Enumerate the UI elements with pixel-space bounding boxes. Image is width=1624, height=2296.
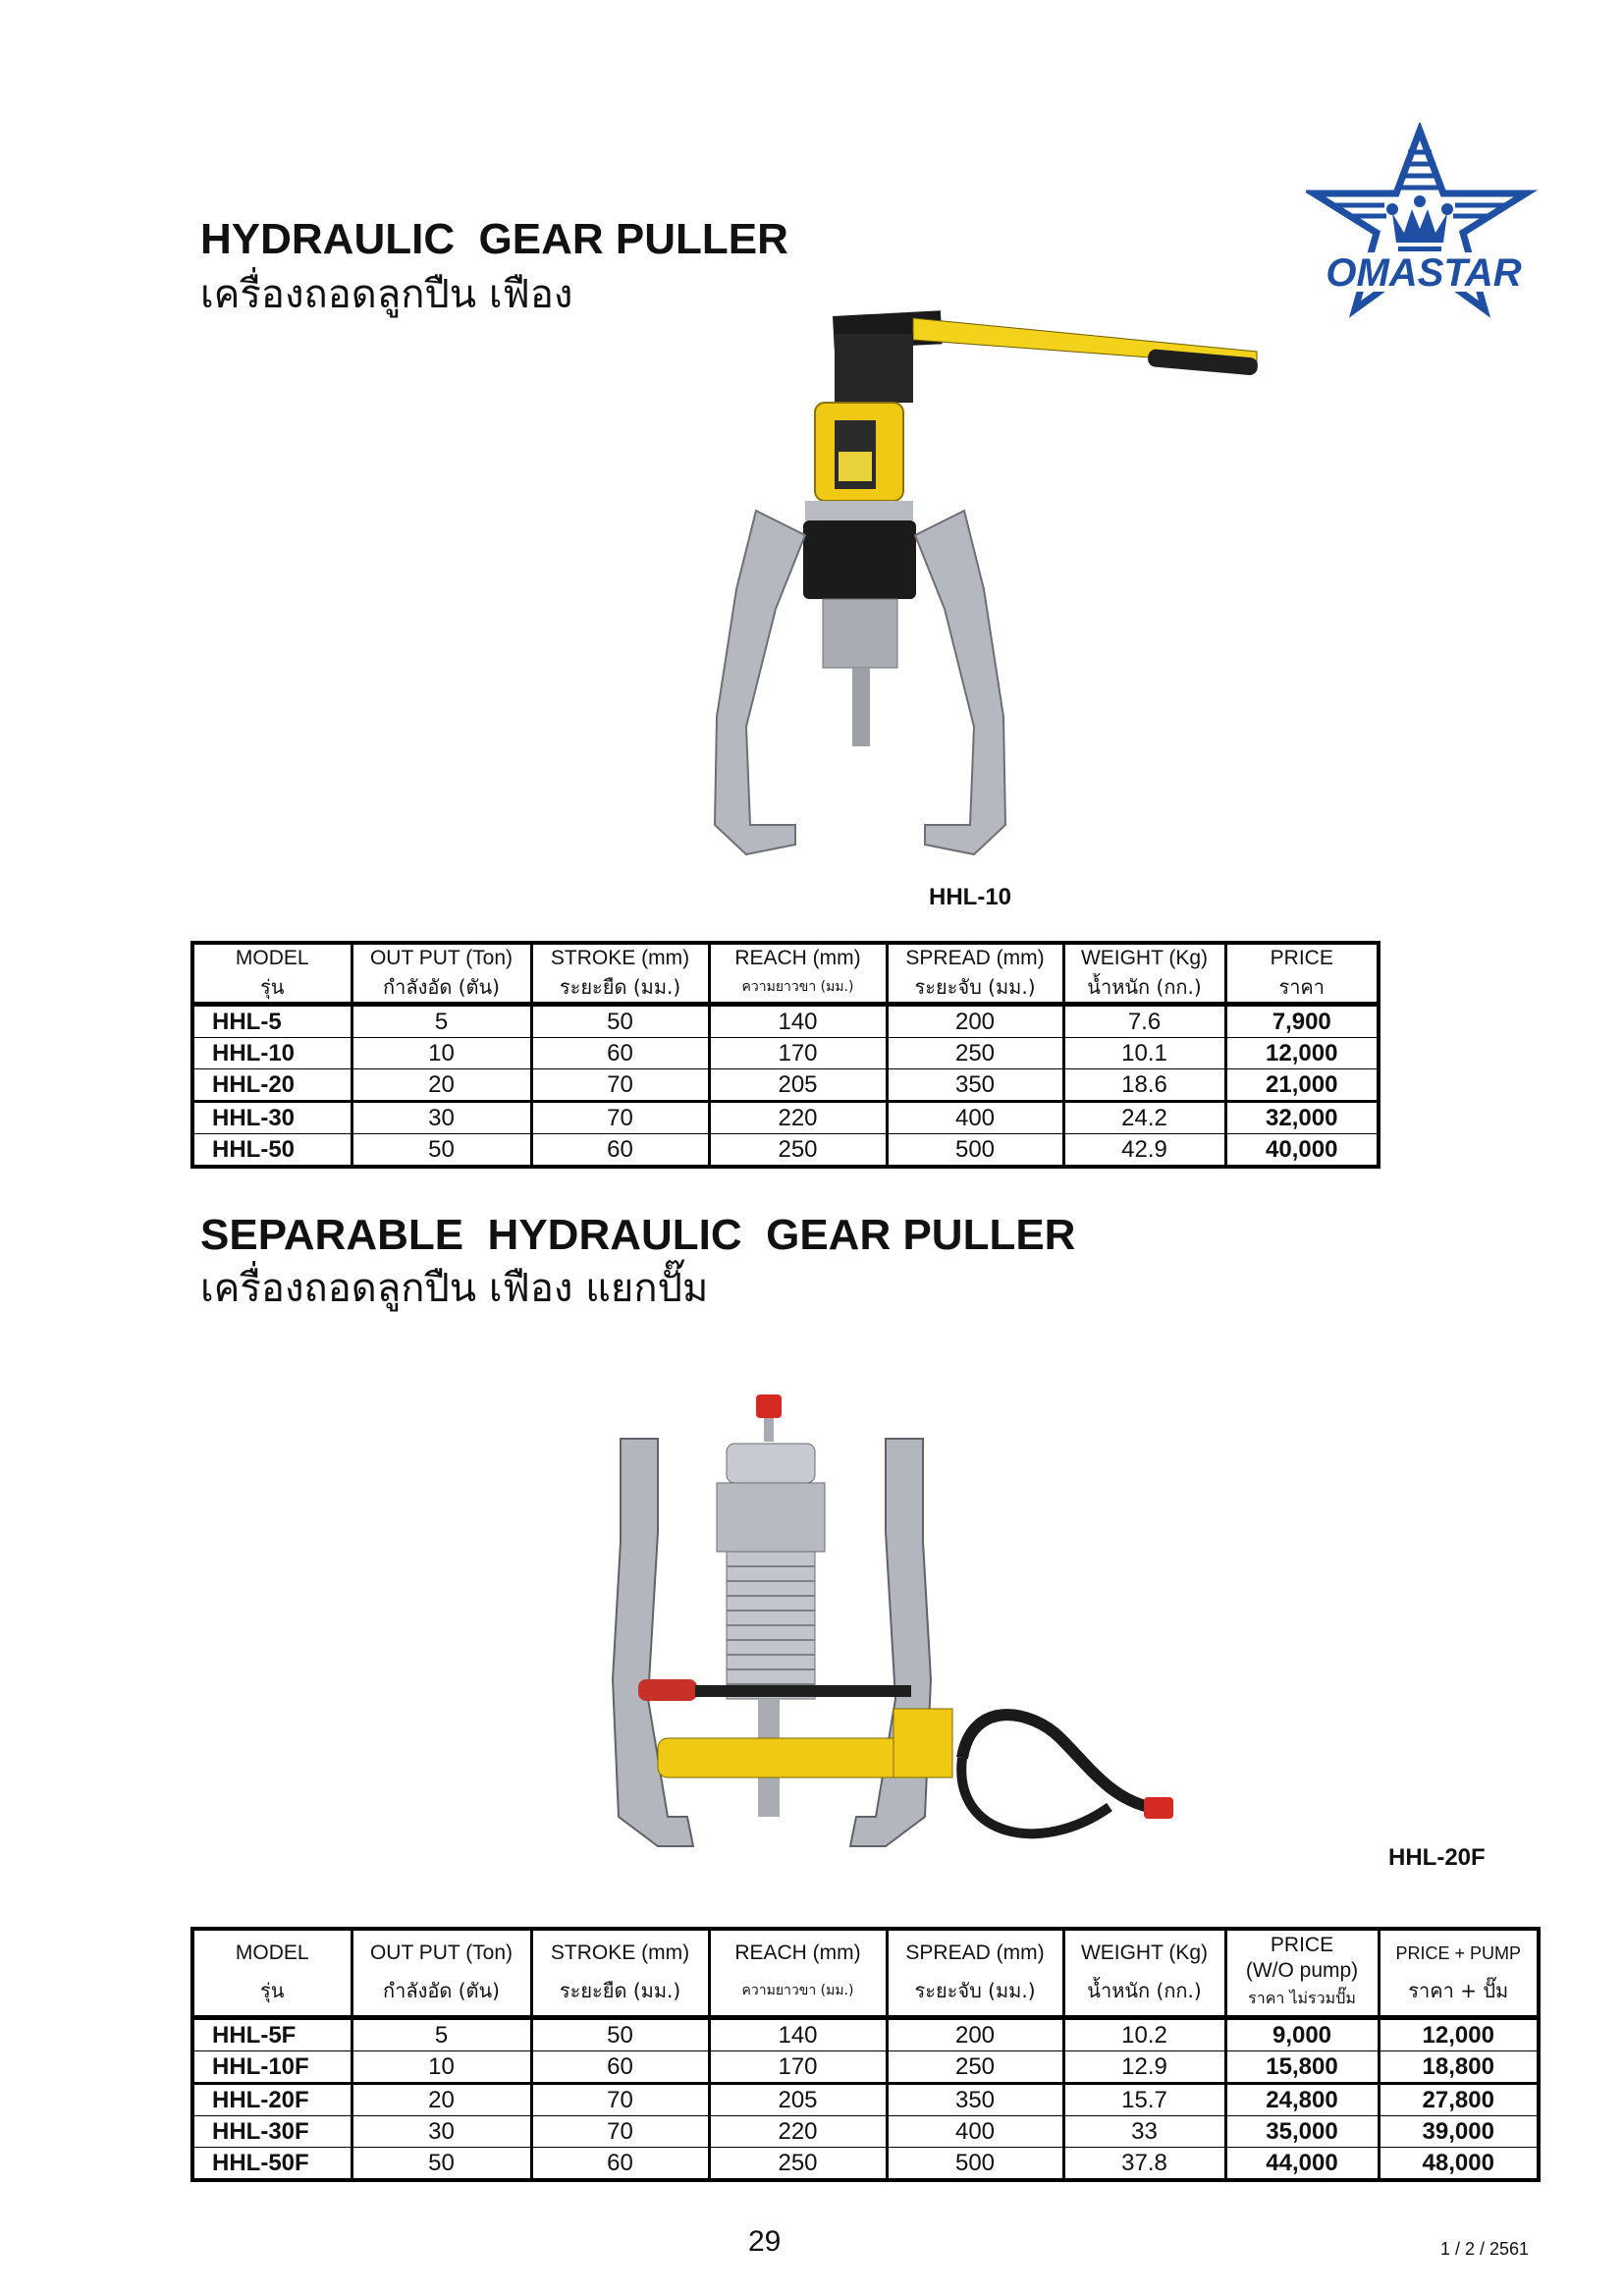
- cell-weight: 10.1: [1063, 1038, 1225, 1069]
- cell-spread: 500: [887, 2147, 1063, 2180]
- cell-weight: 37.8: [1063, 2147, 1225, 2180]
- table-row: [192, 1038, 1379, 1069]
- cell-output: 10: [352, 1038, 531, 1069]
- cell-spread: 400: [887, 2115, 1063, 2147]
- cell-price: 12,000: [1225, 1038, 1379, 1069]
- table-row: [192, 2083, 1539, 2115]
- omastar-logo: [1306, 123, 1542, 319]
- cell-reach: 205: [709, 2083, 887, 2115]
- cell-reach: 170: [709, 1038, 887, 1069]
- cell-weight: 18.6: [1063, 1069, 1225, 1102]
- cell-output: 5: [352, 1005, 531, 1038]
- cell-model: HHL-10F: [192, 2050, 352, 2083]
- table-header-row: [192, 943, 1379, 1005]
- cell-reach: 140: [709, 1005, 887, 1038]
- header-output: OUT PUT (Ton) กำลังอัด (ตัน): [352, 1929, 531, 2017]
- cell-price: 15,800: [1225, 2050, 1379, 2083]
- cell-reach: 170: [709, 2050, 887, 2083]
- cell-stroke: 70: [531, 1069, 709, 1102]
- cell-weight: 24.2: [1063, 1102, 1225, 1134]
- table-header-row: [192, 1929, 1539, 2017]
- cell-reach: 220: [709, 1102, 887, 1134]
- product-photo-hhl-20f: [599, 1385, 1345, 1895]
- header-price: PRICE ราคา: [1225, 943, 1379, 1005]
- table-row: [192, 2050, 1539, 2083]
- header-spread: SPREAD (mm) ระยะจับ (มม.): [887, 943, 1063, 1005]
- cell-price: 44,000: [1225, 2147, 1379, 2180]
- section2-image-caption: HHL-20F: [1388, 1844, 1486, 1871]
- cell-model: HHL-50: [192, 1134, 352, 1168]
- cell-price: 24,800: [1225, 2083, 1379, 2115]
- table-row: [192, 1134, 1379, 1168]
- cell-model: HHL-20: [192, 1069, 352, 1102]
- cell-output: 20: [352, 2083, 531, 2115]
- brand-name: OMASTAR: [1326, 251, 1522, 295]
- separable-gear-puller-illustration: [599, 1385, 1345, 1895]
- cell-model: HHL-30F: [192, 2115, 352, 2147]
- table-row: [192, 2017, 1539, 2050]
- cell-reach: 140: [709, 2017, 887, 2050]
- cell-price: 7,900: [1225, 1005, 1379, 1038]
- cell-output: 30: [352, 1102, 531, 1134]
- cell-price-pump: 39,000: [1379, 2115, 1539, 2147]
- cell-output: 50: [352, 1134, 531, 1168]
- cell-spread: 350: [887, 1069, 1063, 1102]
- document-date: 1 / 2 / 2561: [1440, 2239, 1530, 2259]
- table-row: [192, 2115, 1539, 2147]
- cell-price: 21,000: [1225, 1069, 1379, 1102]
- cell-stroke: 60: [531, 2147, 709, 2180]
- hydraulic-gear-puller-illustration: [687, 295, 1296, 864]
- cell-spread: 500: [887, 1134, 1063, 1168]
- header-reach: REACH (mm) ความยาวขา (มม.): [709, 943, 887, 1005]
- cell-stroke: 70: [531, 1102, 709, 1134]
- cell-stroke: 70: [531, 2115, 709, 2147]
- cell-weight: 7.6: [1063, 1005, 1225, 1038]
- table-row: [192, 2147, 1539, 2180]
- star-crown-logo-icon: [1306, 123, 1542, 319]
- cell-price-pump: 12,000: [1379, 2017, 1539, 2050]
- cell-stroke: 60: [531, 1134, 709, 1168]
- cell-weight: 15.7: [1063, 2083, 1225, 2115]
- cell-stroke: 70: [531, 2083, 709, 2115]
- cell-spread: 400: [887, 1102, 1063, 1134]
- section2-title-th: เครื่องถอดลูกปืน เฟือง แยกปั๊ม: [200, 1266, 709, 1311]
- cell-output: 50: [352, 2147, 531, 2180]
- section1-title-th: เครื่องถอดลูกปืน เฟือง: [200, 272, 573, 317]
- header-weight: WEIGHT (Kg) น้ำหนัก (กก.): [1063, 943, 1225, 1005]
- cell-reach: 250: [709, 2147, 887, 2180]
- cell-reach: 250: [709, 1134, 887, 1168]
- header-model: MODEL รุ่น: [192, 943, 352, 1005]
- cell-stroke: 50: [531, 1005, 709, 1038]
- cell-stroke: 60: [531, 2050, 709, 2083]
- cell-stroke: 50: [531, 2017, 709, 2050]
- cell-price: 40,000: [1225, 1134, 1379, 1168]
- cell-weight: 42.9: [1063, 1134, 1225, 1168]
- section1-title-en: HYDRAULIC GEAR PULLER: [200, 215, 788, 263]
- section2-title-en: SEPARABLE HYDRAULIC GEAR PULLER: [200, 1211, 1076, 1259]
- cell-model: HHL-10: [192, 1038, 352, 1069]
- cell-model: HHL-5F: [192, 2017, 352, 2050]
- cell-spread: 350: [887, 2083, 1063, 2115]
- cell-weight: 33: [1063, 2115, 1225, 2147]
- header-spread: SPREAD (mm) ระยะจับ (มม.): [887, 1929, 1063, 2017]
- cell-output: 5: [352, 2017, 531, 2050]
- table-row: [192, 1069, 1379, 1102]
- cell-output: 10: [352, 2050, 531, 2083]
- header-output: OUT PUT (Ton) กำลังอัด (ตัน): [352, 943, 531, 1005]
- cell-price: 35,000: [1225, 2115, 1379, 2147]
- cell-reach: 205: [709, 1069, 887, 1102]
- cell-output: 30: [352, 2115, 531, 2147]
- cell-price: 32,000: [1225, 1102, 1379, 1134]
- header-stroke: STROKE (mm) ระยะยืด (มม.): [531, 943, 709, 1005]
- cell-spread: 200: [887, 2017, 1063, 2050]
- cell-model: HHL-50F: [192, 2147, 352, 2180]
- cell-price: 9,000: [1225, 2017, 1379, 2050]
- cell-weight: 10.2: [1063, 2017, 1225, 2050]
- separable-gear-puller-table: [190, 1927, 1541, 2182]
- cell-price-pump: 18,800: [1379, 2050, 1539, 2083]
- cell-spread: 250: [887, 1038, 1063, 1069]
- header-price-without-pump: PRICE (W/O pump) ราคา ไม่รวมปั๊ม: [1225, 1929, 1379, 2017]
- cell-model: HHL-5: [192, 1005, 352, 1038]
- cell-reach: 220: [709, 2115, 887, 2147]
- cell-price-pump: 48,000: [1379, 2147, 1539, 2180]
- header-model: MODEL รุ่น: [192, 1929, 352, 2017]
- table-row: [192, 1005, 1379, 1038]
- cell-spread: 200: [887, 1005, 1063, 1038]
- section1-image-caption: HHL-10: [929, 884, 1012, 910]
- header-price-with-pump: PRICE + PUMP ราคา + ปั๊ม: [1379, 1929, 1539, 2017]
- header-reach: REACH (mm) ความยาวขา (มม.): [709, 1929, 887, 2017]
- hydraulic-gear-puller-table: [190, 941, 1380, 1169]
- header-weight: WEIGHT (Kg) น้ำหนัก (กก.): [1063, 1929, 1225, 2017]
- cell-output: 20: [352, 1069, 531, 1102]
- product-photo-hhl-10: [687, 295, 1296, 864]
- header-stroke: STROKE (mm) ระยะยืด (มม.): [531, 1929, 709, 2017]
- cell-spread: 250: [887, 2050, 1063, 2083]
- cell-weight: 12.9: [1063, 2050, 1225, 2083]
- cell-model: HHL-20F: [192, 2083, 352, 2115]
- table-row: [192, 1102, 1379, 1134]
- cell-price-pump: 27,800: [1379, 2083, 1539, 2115]
- cell-model: HHL-30: [192, 1102, 352, 1134]
- page-number: 29: [748, 2225, 782, 2258]
- cell-stroke: 60: [531, 1038, 709, 1069]
